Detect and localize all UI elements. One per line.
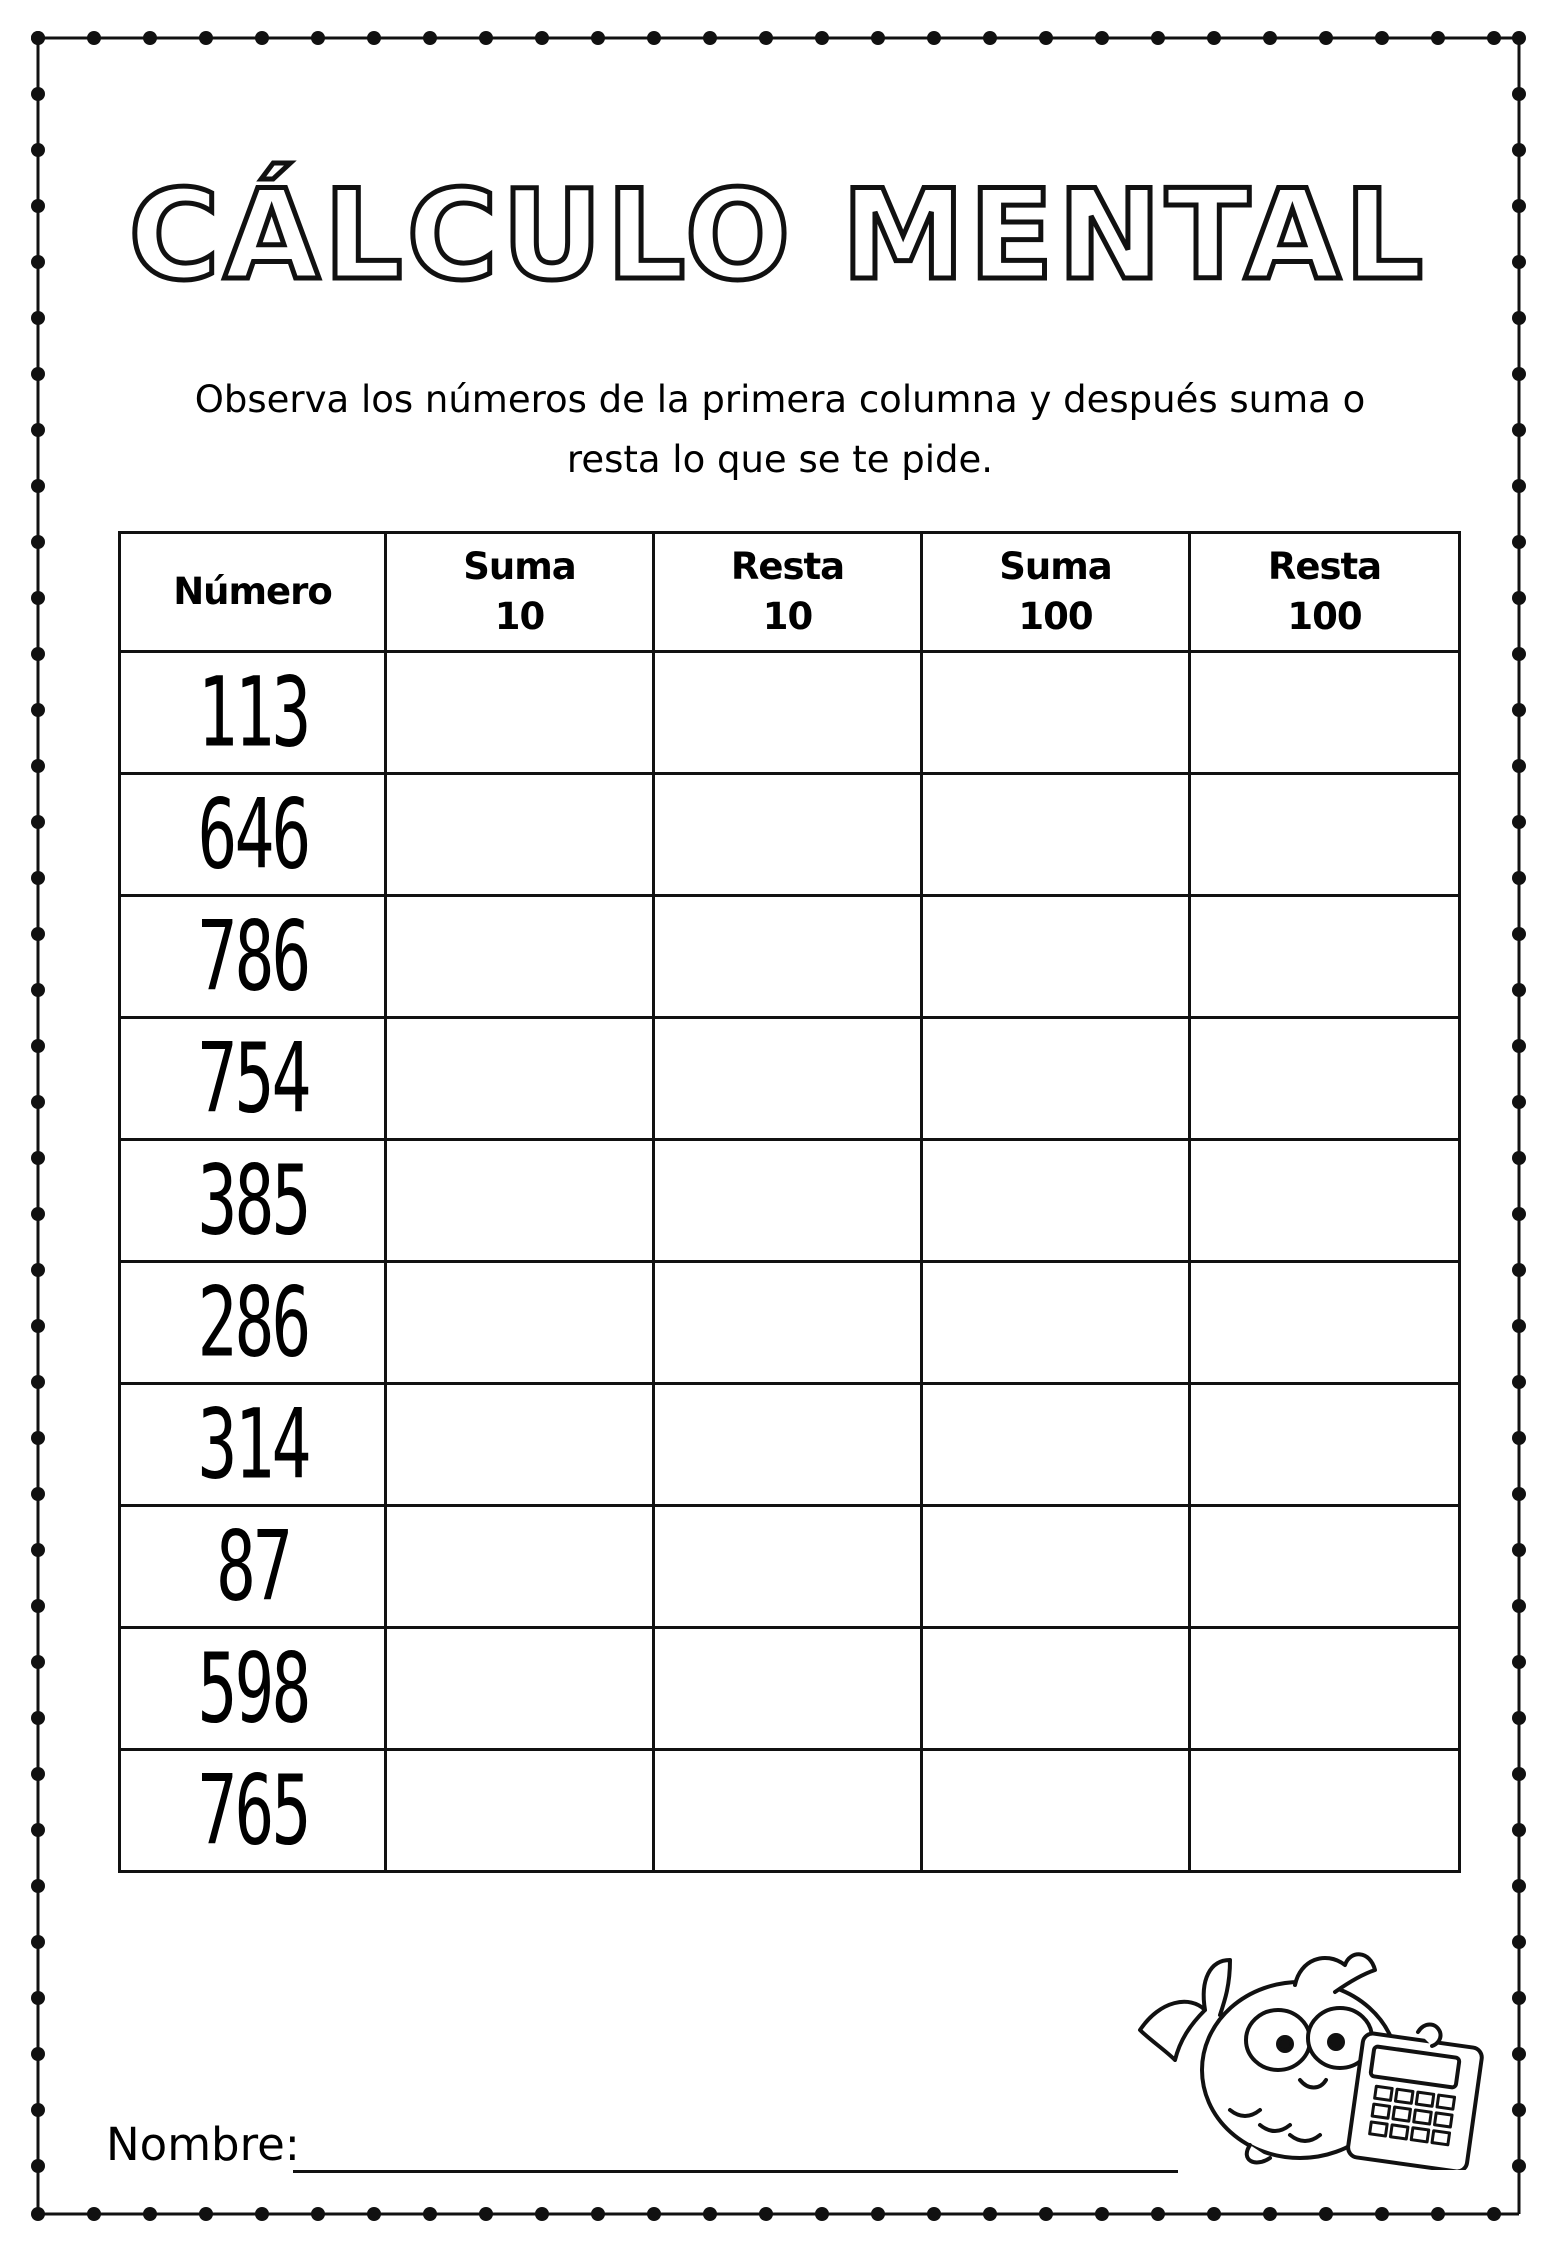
header-numero: Número: [120, 533, 386, 652]
number-cell: 765: [157, 1750, 349, 1872]
answer-cell-resta-10[interactable]: [654, 652, 922, 774]
answer-cell-suma-100[interactable]: [922, 1384, 1190, 1506]
answer-cell-suma-100[interactable]: [922, 1262, 1190, 1384]
answer-cell-resta-100[interactable]: [1190, 774, 1460, 896]
answer-cell-resta-10[interactable]: [654, 1628, 922, 1750]
answer-cell-resta-100[interactable]: [1190, 1506, 1460, 1628]
number-cell: 385: [157, 1140, 349, 1262]
answer-cell-resta-100[interactable]: [1190, 1018, 1460, 1140]
table-row: [120, 1140, 1460, 1262]
header-resta-100: Resta 100: [1190, 533, 1460, 652]
table-row: [120, 774, 1460, 896]
answer-cell-resta-10[interactable]: [654, 1750, 922, 1872]
name-label: Nombre:: [106, 2118, 300, 2171]
page-title: [0, 160, 1557, 310]
answer-cell-suma-10[interactable]: [386, 1140, 654, 1262]
answer-cell-suma-10[interactable]: [386, 1506, 654, 1628]
name-field[interactable]: [293, 2170, 1178, 2173]
table-row: [120, 1262, 1460, 1384]
answer-cell-suma-10[interactable]: [386, 652, 654, 774]
table-row: [120, 1018, 1460, 1140]
number-cell: 754: [157, 1018, 349, 1140]
answer-cell-suma-10[interactable]: [386, 1384, 654, 1506]
number-cell: 286: [157, 1262, 349, 1384]
answer-cell-resta-100[interactable]: [1190, 1750, 1460, 1872]
answer-cell-suma-10[interactable]: [386, 1628, 654, 1750]
table-row: [120, 1750, 1460, 1872]
header-suma-10: Suma 10: [386, 533, 654, 652]
answer-cell-resta-100[interactable]: [1190, 1140, 1460, 1262]
answer-cell-suma-100[interactable]: [922, 1628, 1190, 1750]
answer-cell-suma-100[interactable]: [922, 1506, 1190, 1628]
answer-cell-resta-10[interactable]: [654, 1018, 922, 1140]
answer-cell-resta-10[interactable]: [654, 1506, 922, 1628]
answer-cell-suma-10[interactable]: [386, 774, 654, 896]
number-cell: 598: [157, 1628, 349, 1750]
number-cell: 87: [157, 1506, 349, 1628]
answer-cell-resta-100[interactable]: [1190, 1262, 1460, 1384]
table-row: [120, 1384, 1460, 1506]
table-row: [120, 1506, 1460, 1628]
table-row: [120, 896, 1460, 1018]
answer-cell-resta-100[interactable]: [1190, 1628, 1460, 1750]
table-row: [120, 652, 1460, 774]
answer-cell-resta-100[interactable]: [1190, 1384, 1460, 1506]
answer-cell-suma-100[interactable]: [922, 1750, 1190, 1872]
number-cell: 646: [157, 774, 349, 896]
answer-cell-resta-10[interactable]: [654, 774, 922, 896]
answer-cell-resta-100[interactable]: [1190, 652, 1460, 774]
table-row: [120, 1628, 1460, 1750]
answer-cell-resta-100[interactable]: [1190, 896, 1460, 1018]
table-header-row: [120, 533, 1460, 652]
answer-cell-suma-10[interactable]: [386, 1262, 654, 1384]
answer-cell-suma-100[interactable]: [922, 896, 1190, 1018]
number-cell: 786: [157, 896, 349, 1018]
header-resta-10: Resta 10: [654, 533, 922, 652]
answer-cell-suma-100[interactable]: [922, 1140, 1190, 1262]
answer-cell-suma-10[interactable]: [386, 1750, 654, 1872]
answer-cell-resta-10[interactable]: [654, 1384, 922, 1506]
answer-cell-suma-100[interactable]: [922, 1018, 1190, 1140]
answer-table: [118, 531, 1461, 1873]
answer-cell-suma-100[interactable]: [922, 774, 1190, 896]
answer-cell-suma-100[interactable]: [922, 652, 1190, 774]
answer-cell-resta-10[interactable]: [654, 1262, 922, 1384]
answer-cell-suma-10[interactable]: [386, 896, 654, 1018]
number-cell: 113: [157, 652, 349, 774]
owl-with-calculator-icon: [1120, 1940, 1500, 2170]
instructions-text: Observa los números de la primera columna y después suma o resta lo que se te pide.: [194, 378, 1366, 481]
answer-cell-suma-10[interactable]: [386, 1018, 654, 1140]
answer-cell-resta-10[interactable]: [654, 1140, 922, 1262]
number-cell: 314: [157, 1384, 349, 1506]
answer-cell-resta-10[interactable]: [654, 896, 922, 1018]
page-title-text: CÁLCULO MENTAL: [128, 164, 1428, 308]
header-suma-100: Suma 100: [922, 533, 1190, 652]
